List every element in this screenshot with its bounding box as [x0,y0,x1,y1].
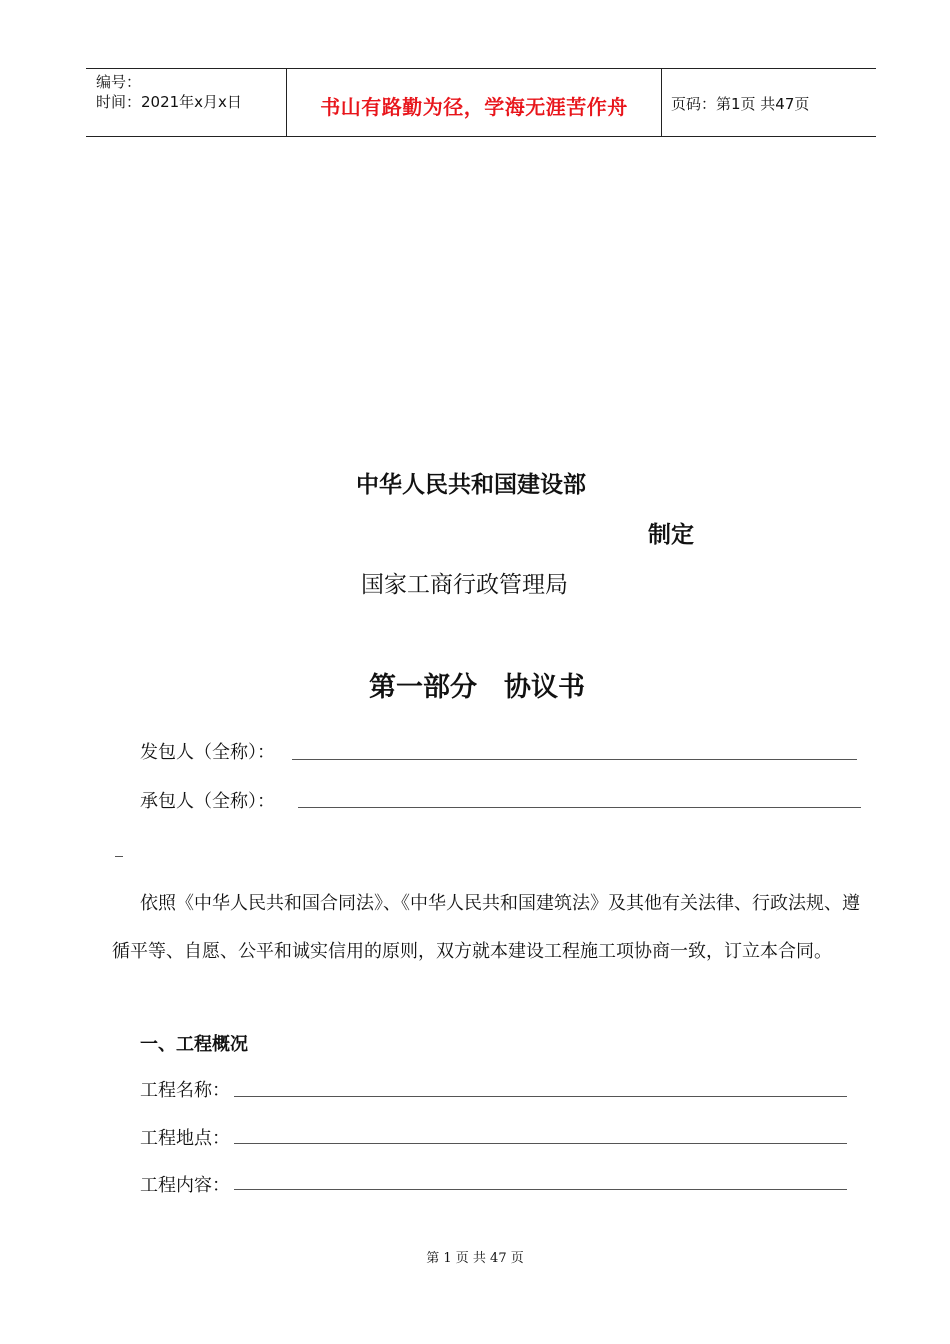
issuer-bureau: 国家工商行政管理局 [361,572,568,598]
project-content-label: 工程内容： [140,1175,230,1196]
page-header [86,68,876,137]
issuer-ministry: 中华人民共和国建设部 [356,472,586,498]
document-number-label: 编号： [96,73,142,91]
part-title: 第一部分 协议书 [369,672,585,703]
employer-label: 发包人（全称）： [140,742,275,763]
project-location-fill-line [234,1143,847,1144]
header-page-cell [661,69,876,136]
section-title-project-overview: 一、工程概况 [140,1034,248,1055]
project-name-fill-line [234,1096,847,1097]
header-meta [86,69,286,136]
page-footer: 第 1 页 共 47 页 [426,1251,524,1266]
continuation-dash [115,856,123,857]
contractor-fill-line [298,807,861,808]
contractor-label: 承包人（全称）： [140,791,275,812]
header-page-number: 页码：第1页 共47页 [671,95,810,113]
project-location-label: 工程地点： [140,1128,230,1149]
project-content-fill-line [234,1189,847,1190]
header-motto-cell [286,69,662,136]
issuer-made-label: 制定 [648,522,694,548]
document-date-label: 时间：2021年x月x日 [96,93,242,111]
project-name-label: 工程名称： [140,1080,230,1101]
header-motto: 书山有路勤为径，学海无涯苦作舟 [320,95,628,119]
employer-fill-line [292,759,857,760]
intro-paragraph: 依照《中华人民共和国合同法》、《中华人民共和国建筑法》及其他有关法律、行政法规、遵循平等、自愿、公平和诚实信用的原则，双方就本建设工程施工项协商一致，订立本合同。 [112,893,860,962]
